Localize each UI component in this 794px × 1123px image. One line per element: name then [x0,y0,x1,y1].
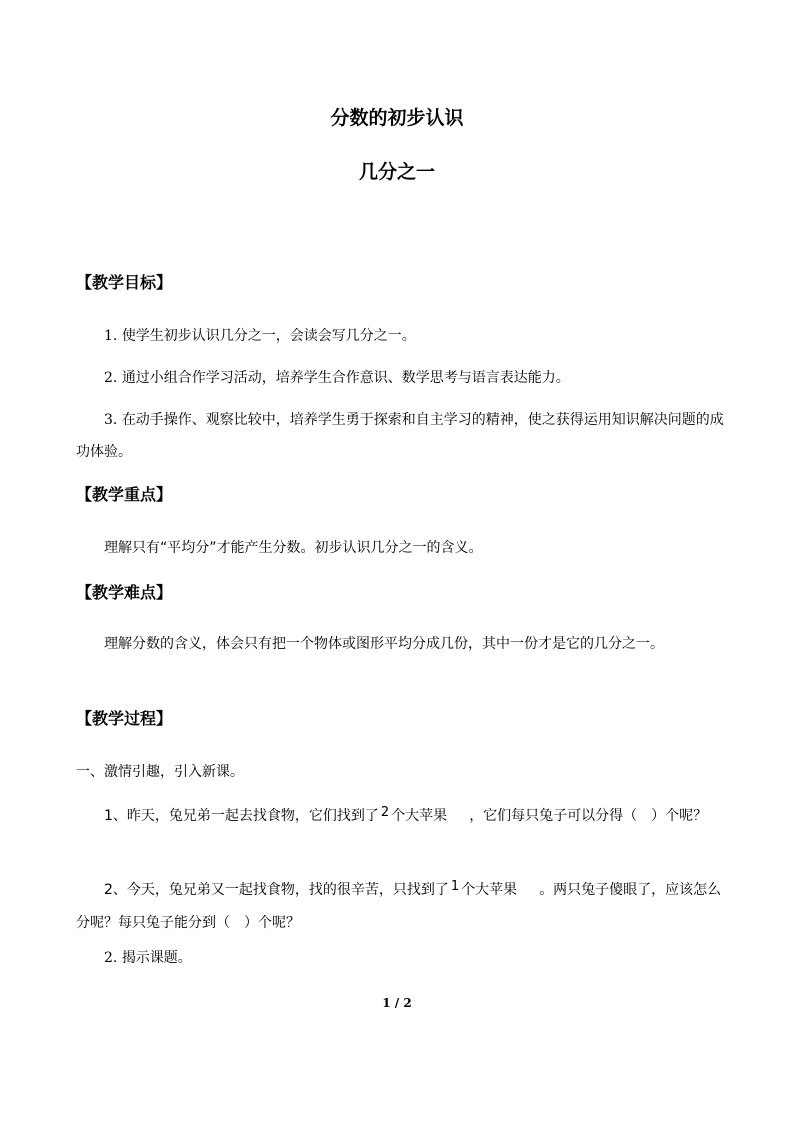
objective-number: 1. [104,328,118,344]
question-2-lead: 2、今天，兔兄弟又一起找食物，找的很辛苦，只找到了 [104,882,449,898]
question-1 [76,800,726,833]
key-points-text: 理解只有“平均分”才能产生分数。初步认识几分之一的含义。 [104,540,483,556]
question-1-lead: 1、昨天，兔兄弟一起去找食物，它们找到了 [104,808,379,824]
question-1-rest: ，它们每只兔子可以分得（ ）个呢？ [469,808,708,824]
question-2-rest: 。两只兔子傻眼了，应该怎么分呢？每只兔子能分到（ ）个呢？ [76,882,722,931]
objective-text: 使学生初步认识几分之一，会读会写几分之一。 [121,328,416,344]
apple-count: 1 [450,879,460,894]
objective-text: 通过小组合作学习活动，培养学生合作意识、数学思考与语言表达能力。 [121,370,570,386]
process-section-1: 一、激情引趣，引入新课。 [76,764,244,780]
objective-item-2 [76,362,726,394]
question-2-object: 个大苹果 [461,882,518,898]
page-number: 1 / 2 [382,996,412,1010]
objective-item-1 [76,320,726,352]
objective-number: 2. [104,370,118,386]
document-subtitle: 几分之一 [358,161,435,183]
objective-text: 在动手操作、观察比较中，培养学生勇于探索和自主学习的精神，使之获得运用知识解决问题的成功体验。 [76,412,724,460]
process-step-2 [76,942,726,974]
step-text: 揭示课题。 [121,950,192,966]
objective-number: 3. [104,412,118,428]
difficulties-heading: 【教学难点】 [76,583,173,602]
process-heading: 【教学过程】 [76,709,173,728]
objective-item-3 [76,404,726,468]
document-title: 分数的初步认识 [330,107,464,129]
key-points-heading: 【教学重点】 [76,485,173,504]
question-2 [76,874,726,939]
step-number: 2. [104,950,118,966]
difficulties-text: 理解分数的含义，体会只有把一个物体或图形平均分成几份，其中一份才是它的几分之一。 [104,636,664,652]
objectives-heading: 【教学目标】 [76,273,173,292]
question-1-object: 个大苹果 [391,808,448,824]
apple-count: 2 [380,805,390,820]
